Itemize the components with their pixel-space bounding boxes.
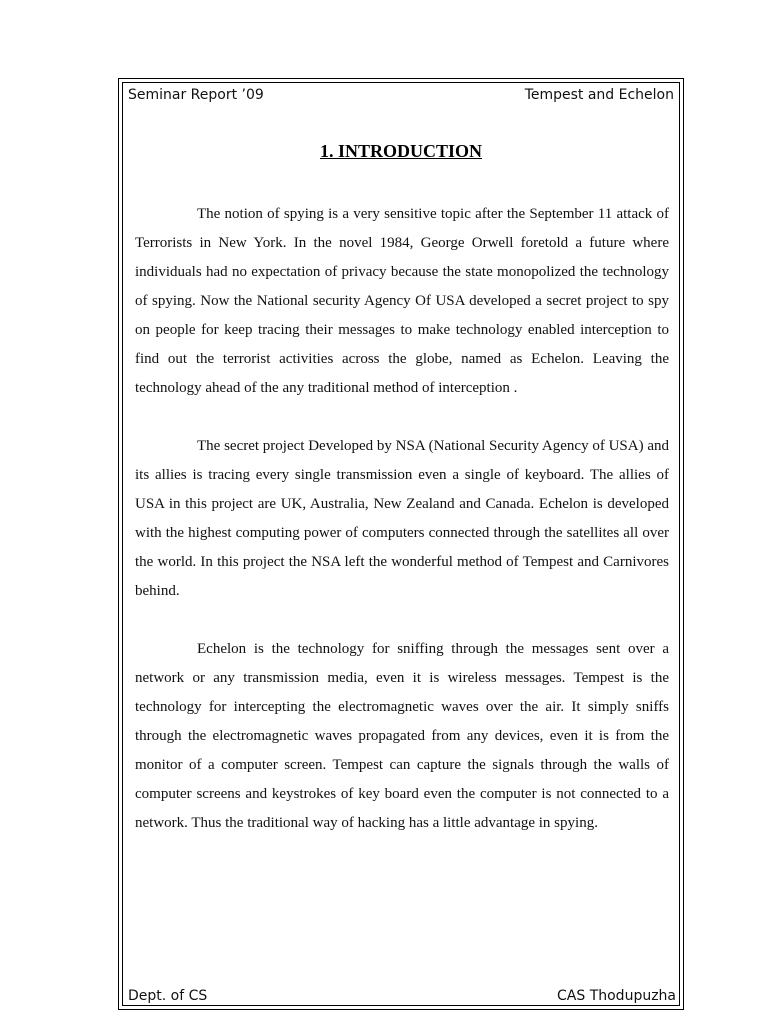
paragraph-2: The secret project Developed by NSA (National Security Agency of USA) and its allies is tracing every single transmission even a single of keyboard. The allies of USA in this project are UK, Australia, New Zealand and Canada. Echelon is developed with the highest computing power of computers connected through the satellites all over the world. In this project the NSA left the wonderful method of Tempest and Carnivores behind. [135,438,669,599]
page-footer [128,985,676,1007]
header-left: Seminar Report ’09 [128,87,264,103]
page-header [128,84,674,106]
header-right: Tempest and Echelon [524,87,674,103]
paragraph-3: Echelon is the technology for sniffing through the messages sent over a network or any transmission media, even it is wireless messages. Tempest is the technology for intercepting the electromagnetic waves over the air. It simply sniffs through the electromagnetic waves propagated from any devices, even it is from the monitor of a computer screen. Tempest can capture the signals through the walls of computer screens and keystrokes of key board even the computer is not connected to a network. Thus the traditional way of hacking has a little advantage in spying. [135,641,669,831]
body-text [135,200,669,867]
footer-left: Dept. of CS [128,988,208,1004]
footer-right: CAS Thodupuzha [557,988,676,1004]
paragraph-1: The notion of spying is a very sensitive topic after the September 11 attack of Terrorists in New York. In the novel 1984, George Orwell foretold a future where individuals had no expectation of privacy because the state monopolized the technology of spying. Now the National security Agency Of USA developed a secret project to spy on people for keep tracing their messages to make technology enabled interception to find out the terrorist activities across the globe, named as Echelon. Leaving the technology ahead of the any traditional method of interception . [135,206,669,396]
section-title: 1. INTRODUCTION [319,141,483,161]
